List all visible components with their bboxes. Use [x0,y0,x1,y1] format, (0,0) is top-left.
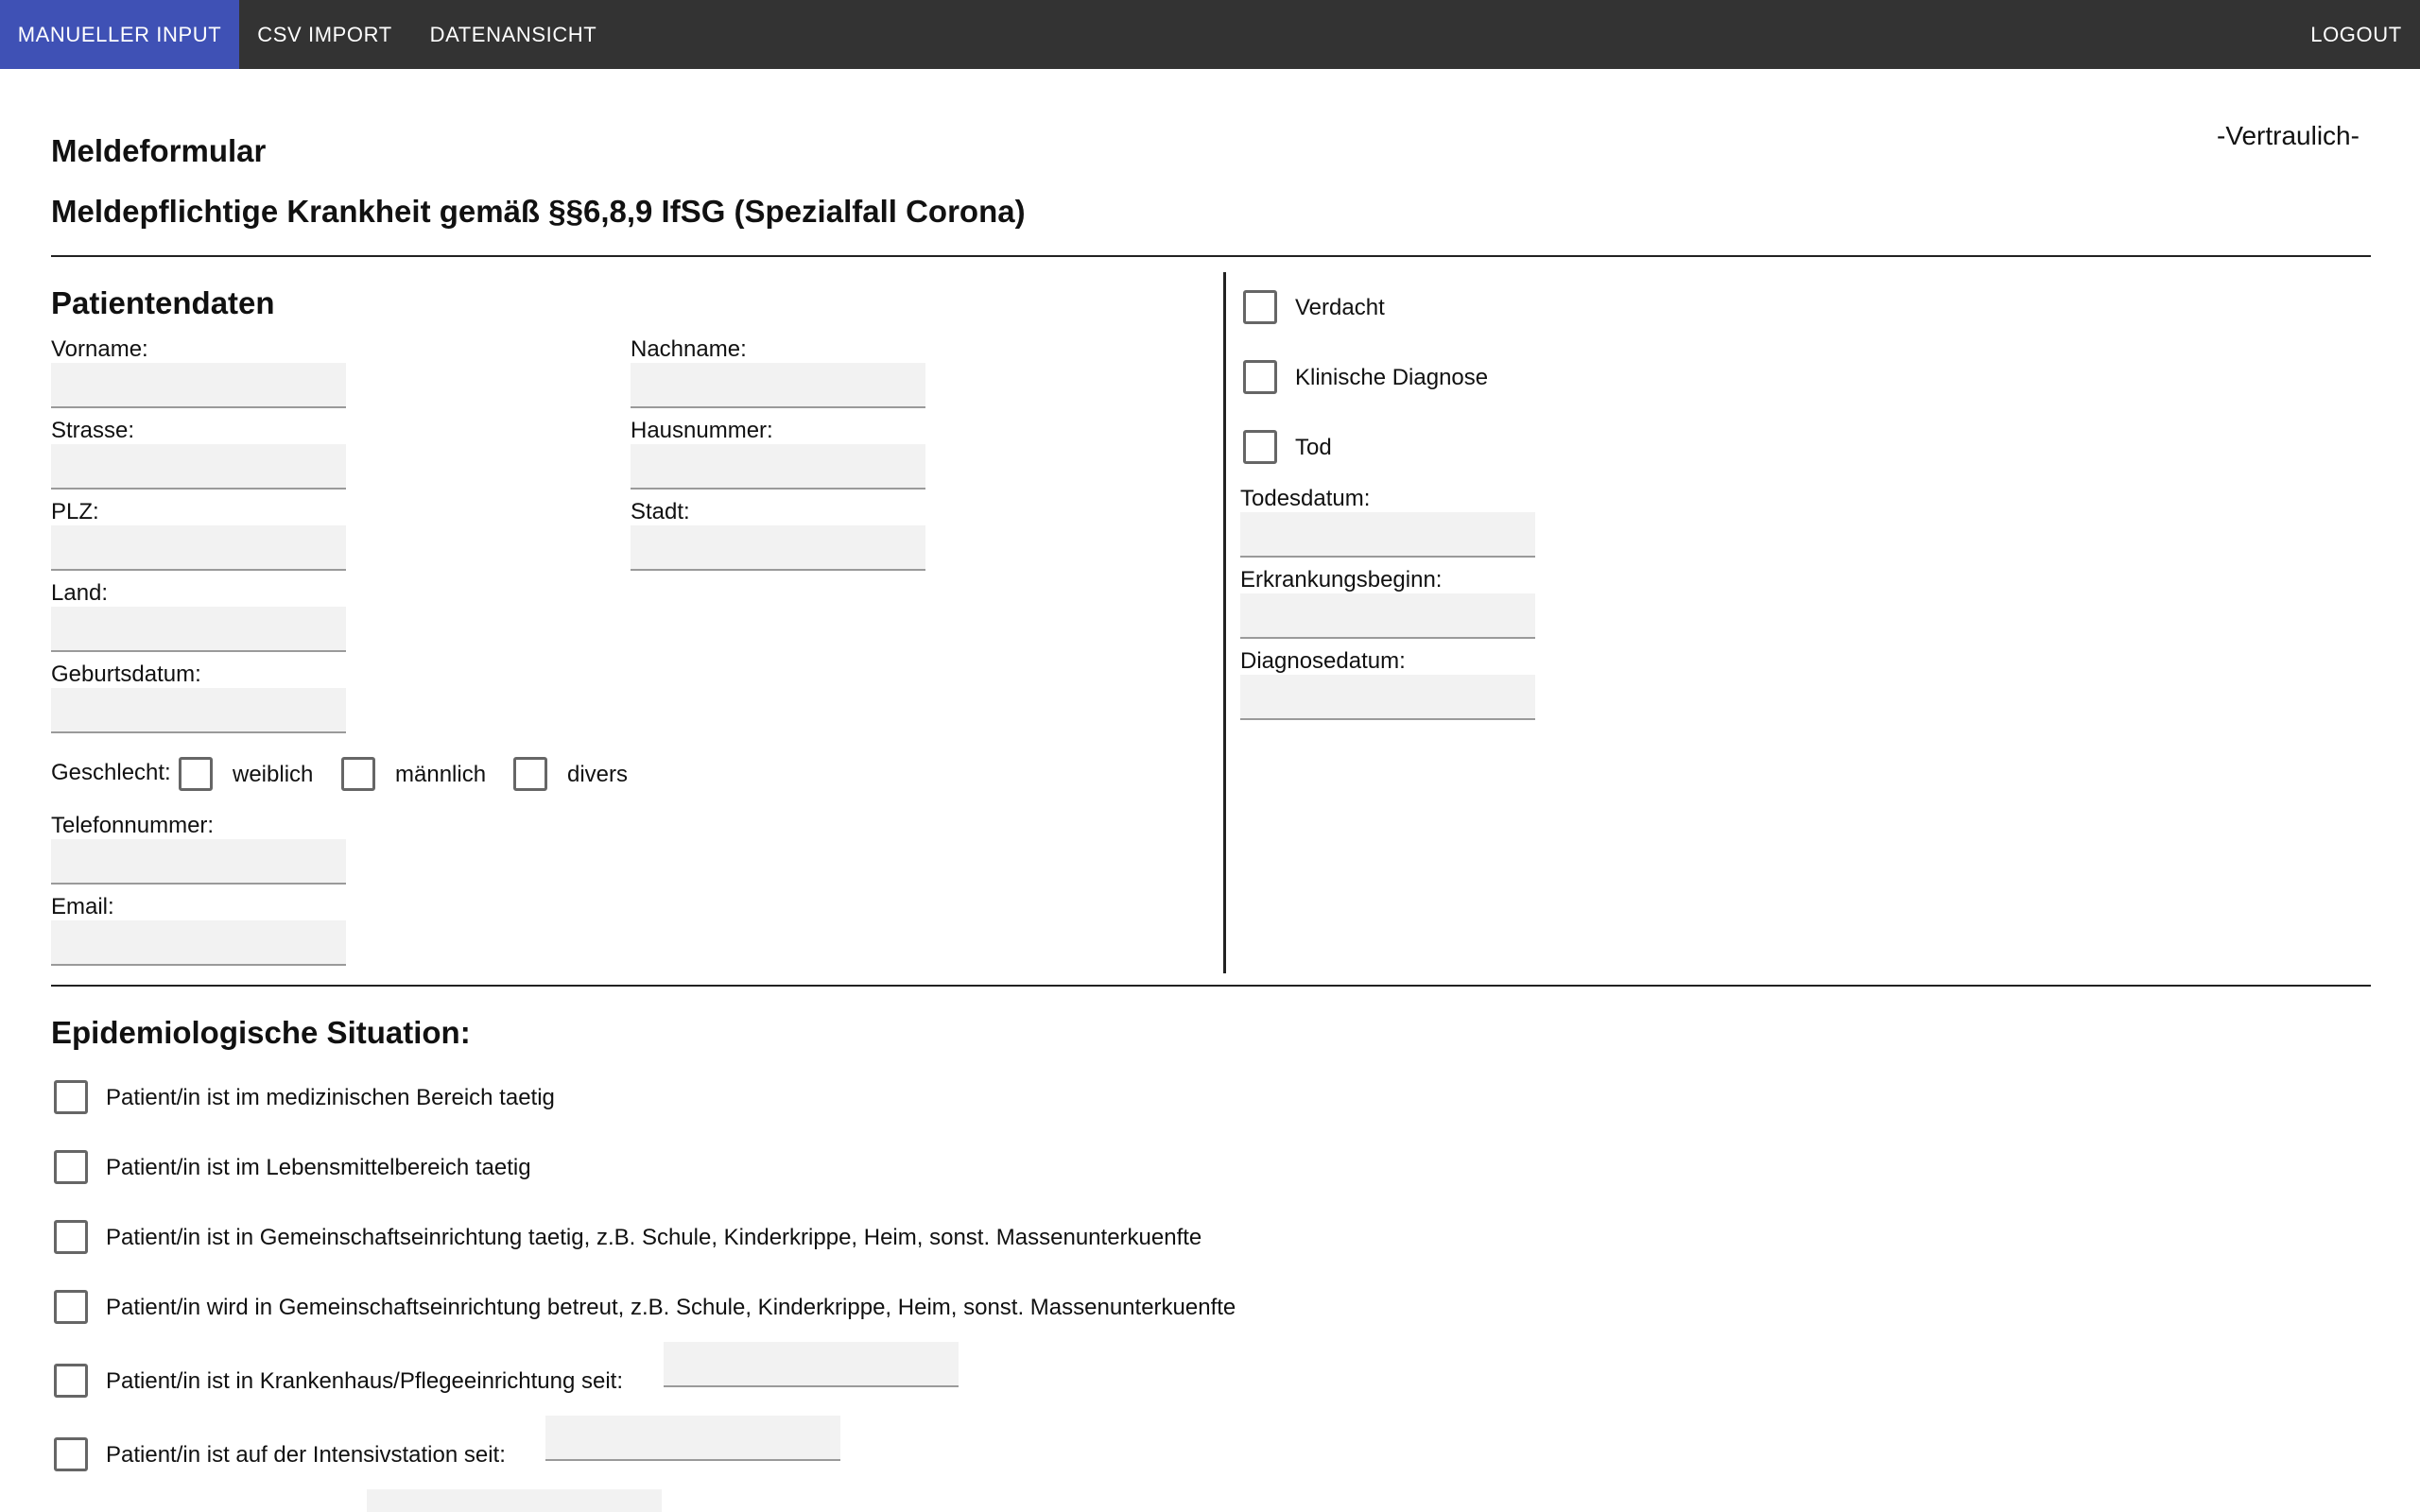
label-lebensmittelbereich: Patient/in ist im Lebensmittelbereich taetig [106,1155,531,1180]
divider-middle [51,985,2371,987]
label-weiblich: weiblich [233,762,314,787]
checkbox-klinische-diagnose[interactable] [1243,360,1277,394]
stadt-input[interactable] [631,525,925,571]
label-krankenhaus: Patient/in ist in Krankenhaus/Pflegeeinrichtung seit: [106,1368,623,1394]
label-diagnosedatum: Diagnosedatum: [1240,648,1406,674]
label-maennlich: männlich [395,762,487,787]
label-geschlecht: Geschlecht: [51,760,171,785]
section-title-patientendaten: Patientendaten [51,285,275,320]
label-medizinischer-bereich: Patient/in ist im medizinischen Bereich taetig [106,1085,555,1110]
checkbox-divers[interactable] [513,757,547,791]
vorname-input[interactable] [51,363,346,408]
label-stadt: Stadt: [631,499,690,524]
plz-input[interactable] [51,525,346,571]
divider-top [51,255,2371,257]
label-email: Email: [51,894,114,919]
checkbox-gemeinschaft-taetig[interactable] [54,1220,88,1254]
checkbox-medizinischer-bereich[interactable] [54,1080,88,1114]
label-geburtsdatum: Geburtsdatum: [51,662,201,687]
telefonnummer-input[interactable] [51,839,346,885]
label-todesdatum: Todesdatum: [1240,486,1371,511]
divider-vertical [1223,272,1226,973]
intensivstation-seit-input[interactable] [545,1416,840,1461]
checkbox-intensivstation[interactable] [54,1437,88,1471]
label-intensivstation: Patient/in ist auf der Intensivstation seit: [106,1442,506,1468]
checkbox-krankenhaus[interactable] [54,1364,88,1398]
nachname-input[interactable] [631,363,925,408]
checkbox-maennlich[interactable] [341,757,375,791]
checkbox-tod[interactable] [1243,430,1277,464]
label-strasse: Strasse: [51,418,135,443]
checkbox-gemeinschaft-betreut[interactable] [54,1290,88,1324]
todesdatum-input[interactable] [1240,512,1535,558]
form-subtitle: Meldepflichtige Krankheit gemäß §§6,8,9 IfSG (Spezialfall Corona) [51,194,1026,229]
label-hausnummer: Hausnummer: [631,418,773,443]
label-telefonnummer: Telefonnummer: [51,813,215,838]
label-land: Land: [51,580,109,606]
label-nachname: Nachname: [631,336,747,362]
label-verdacht: Verdacht [1295,295,1385,320]
krankenhaus-seit-input[interactable] [664,1342,959,1387]
erkrankungsbeginn-input[interactable] [1240,593,1535,639]
label-gemeinschaft-betreut: Patient/in wird in Gemeinschaftseinrichtung betreut, z.B. Schule, Kinderkrippe, Heim, sonst. Massenunterkuenfte [106,1295,1236,1320]
tab-datenansicht[interactable]: DATENANSICHT [429,23,597,46]
label-tod: Tod [1295,435,1332,460]
hausnummer-input[interactable] [631,444,925,490]
form-title: Meldeformular [51,133,267,168]
diagnosedatum-input[interactable] [1240,675,1535,720]
tab-manueller-input[interactable]: MANUELLER INPUT [0,0,239,69]
geburtsdatum-input[interactable] [51,688,346,733]
partial-input-field[interactable] [367,1489,662,1512]
label-gemeinschaft-taetig: Patient/in ist in Gemeinschaftseinrichtung taetig, z.B. Schule, Kinderkrippe, Heim, sonst. Massenunterkuenfte [106,1225,1202,1250]
label-divers: divers [567,762,629,787]
land-input[interactable] [51,607,346,652]
tab-csv-import[interactable]: CSV IMPORT [257,23,392,46]
label-plz: PLZ: [51,499,99,524]
logout-button[interactable]: LOGOUT [2310,23,2402,46]
checkbox-weiblich[interactable] [179,757,213,791]
email-input[interactable] [51,920,346,966]
strasse-input[interactable] [51,444,346,490]
top-navigation [0,0,2420,69]
checkbox-verdacht[interactable] [1243,290,1277,324]
label-erkrankungsbeginn: Erkrankungsbeginn: [1240,567,1443,593]
label-vorname: Vorname: [51,336,148,362]
section-title-epidemiologie: Epidemiologische Situation: [51,1015,471,1050]
checkbox-lebensmittelbereich[interactable] [54,1150,88,1184]
confidential-label: -Vertraulich- [2217,121,2360,150]
label-klinische-diagnose: Klinische Diagnose [1295,365,1489,390]
